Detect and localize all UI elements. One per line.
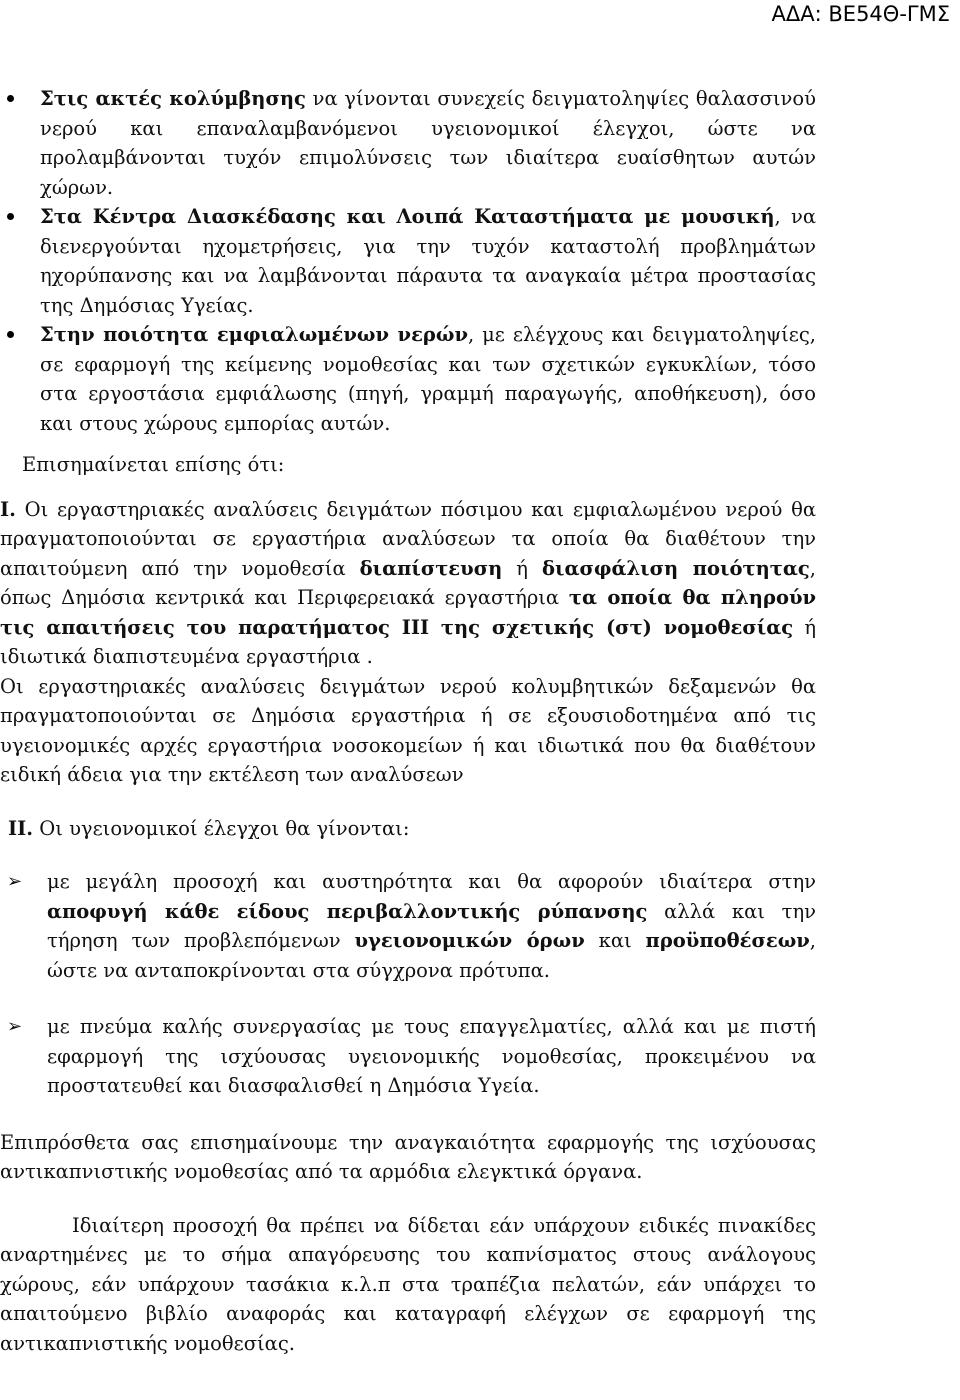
item-heading: Στα Κέντρα Διασκέδασης και Λοιπά Καταστήματα με μουσική (40, 205, 775, 228)
item-heading: Στις ακτές κολύμβησης (40, 87, 306, 110)
bullet-dot-icon (7, 213, 14, 220)
section-1-paragraph: Ι. Οι εργαστηριακές αναλύσεις δειγμάτων πόσιμου και εμφιαλωμένου νερού θα πραγματοποιούνται σε εργαστήρια αναλύσεων τα οποία θα διαθέτουν την απαιτούμενη από την νομοθεσία διαπίστευση ή διασφάλιση ποιότητας, όπως Δημόσια κεντρικά και Περιφερειακά εργαστήρια τα οποία θα πληρούν τις απαιτήσεις του παρατήματος ΙΙΙ της σχετικής (στ) νομοθεσίας ή ιδιωτικά διαπιστευμένα εργαστήρια . (0, 497, 817, 668)
section-1-paragraph-2: Οι εργαστηριακές αναλύσεις δειγμάτων νερού κολυμβητικών δεξαμενών θα πραγματοποιούνται σε Δημόσια εργαστήρια ή σε εξουσιοδοτημένα από τις υγειονομικές αρχές εργαστήρια νοσοκομείων ή και ιδιωτικά που θα διαθέτουν ειδική άδεια για την εκτέλεση των αναλύσεων (0, 674, 816, 786)
section-number: Ι. (0, 497, 16, 521)
item-text: να γίνονται συνεχείς δειγματοληψίες θαλασσινού νερού και επαναλαμβανόμενοι υγειονομικοί έλεγχοι, ώστε να προλαμβάνονται τυχόν επιμολύνσεις των ιδιαίτερα ευαίσθητων αυτών χώρων. (40, 87, 816, 199)
section-2-heading: ΙΙ. Οι υγειονομικοί έλεγχοι θα γίνονται: (8, 816, 410, 840)
item-heading: Στην ποιότητα εμφιαλωμένων νερών (40, 323, 468, 346)
document-code: ΑΔΑ: ΒΕ54Θ-ΓΜΣ (771, 2, 950, 26)
section-number: ΙΙ. (8, 816, 34, 840)
bullet-list (0, 84, 960, 438)
closing-paragraph-2: Ιδιαίτερη προσοχή θα πρέπει να δίδεται εάν υπάρχουν ειδικές πινακίδες αναρτημένες με το σήμα απαγόρευσης του καπνίσματος στους ανάλογους χώρους, εάν υπάρχουν τασάκια κ.λ.π στα τραπέζια πελατών, εάν υπάρχει το απαιτούμενο βιβλίο αναφοράς και καταγραφή ελέγχων σε εφαρμογή της αντικαπνιστικής νομοθεσίας. (0, 1213, 816, 1355)
list-item: ➢ με πνεύμα καλής συνεργασίας με τους επαγγελματίες, αλλά και με πιστή εφαρμογή της ισχύουσας υγειονομικής νομοθεσίας, προκειμένου να προστατευθεί και διασφαλισθεί η Δημόσια Υγεία. (47, 1012, 816, 1101)
closing-paragraph-1: Επιπρόσθετα σας επισημαίνουμε την αναγκαιότητα εφαρμογής της ισχύουσας αντικαπνιστικής νομοθεσίας από τα αρμόδια ελεγκτικά όργανα. (0, 1130, 816, 1183)
item-text: , να διενεργούνται ηχομετρήσεις, για την τυχόν καταστολή προβλημάτων ηχορύπανσης και να λαμβάνονται πάραυτα τα αναγκαία μέτρα προστασίας της Δημόσιας Υγείας. (40, 205, 816, 317)
list-item (40, 84, 816, 202)
list-item: ➢ με μεγάλη προσοχή και αυστηρότητα και θα αφορούν ιδιαίτερα στην αποφυγή κάθε είδους περιβαλλοντικής ρύπανσης αλλά και την τήρηση των προβλεπόμενων υγειονομικών όρων και προϋποθέσεων, ώστε να ανταποκρίνονται στα σύγχρονα πρότυπα. (47, 867, 816, 985)
note-heading: Επισημαίνεται επίσης ότι: (22, 453, 285, 476)
bullet-dot-icon (7, 95, 14, 102)
arrow-bullet-icon: ➢ (7, 871, 23, 892)
document-body (0, 84, 960, 1358)
list-item (40, 320, 816, 438)
arrow-list (0, 867, 960, 1101)
arrow-bullet-icon: ➢ (7, 1016, 23, 1037)
list-item (40, 202, 816, 320)
item-text: , με ελέγχους και δειγματοληψίες, σε εφαρμογή της κείμενης νομοθεσίας και των σχετικών εγκυκλίων, τόσο στα εργοστάσια εμφιάλωσης (πηγή, γραμμή παραγωγής, αποθήκευση), όσο και στους χώρους εμπορίας αυτών. (40, 323, 816, 435)
bullet-dot-icon (7, 331, 14, 338)
